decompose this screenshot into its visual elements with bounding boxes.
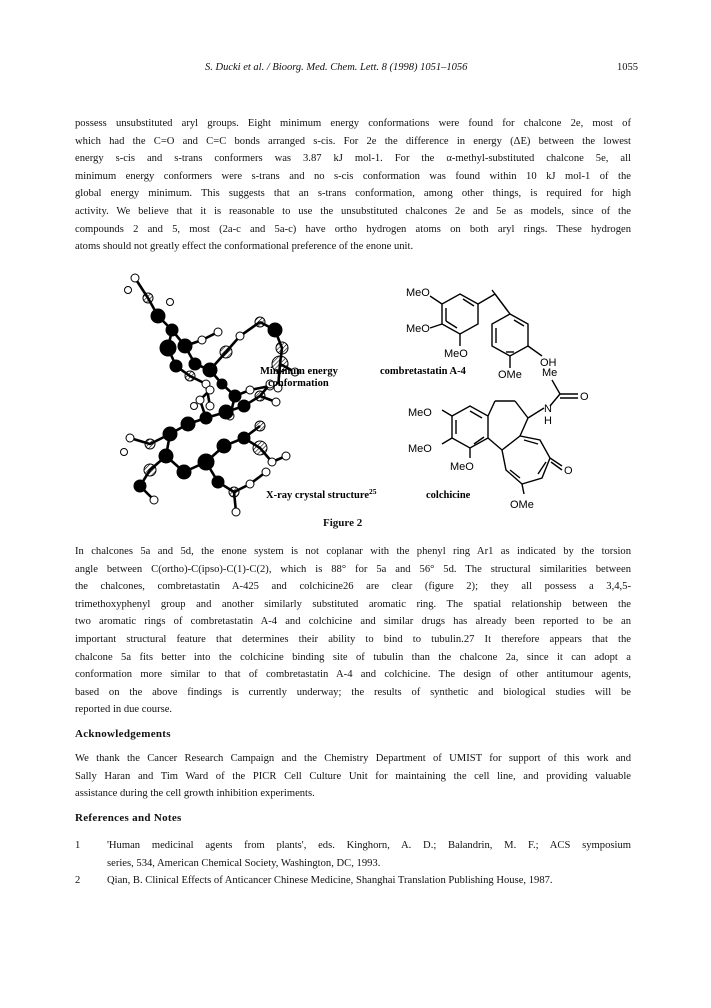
references-list: [75, 837, 631, 890]
min-energy-atoms: [125, 274, 300, 420]
reference-number: 2: [75, 875, 81, 887]
label-colchicine: colchicine: [426, 490, 471, 501]
label-conformation: conformation: [268, 378, 329, 389]
ome-label: OMe: [510, 499, 534, 511]
meo-label: MeO: [444, 348, 468, 360]
reference-number: 1: [75, 840, 81, 851]
text-line: which had the C=O and C=C bonds arranged s-cis. For 2e the difference in energy (ΔE) between the lowest: [75, 135, 631, 147]
text-line: the chalcones, combretastatin A-425 and colchicine26 are clear (figure 2); they all possess a 3,4,5-: [75, 581, 631, 593]
meo-label: MeO: [406, 323, 430, 335]
reference-item: [75, 855, 631, 873]
min-energy-molecule-image: [135, 278, 295, 416]
text-line: global energy minimum. This suggests that an s-trans conformation, among other things, is required for high: [75, 188, 631, 200]
meo-label: MeO: [408, 407, 432, 419]
text-line: possess unsubstituted aryl groups. Eight minimum energy conformations were found for chalcone 2e, most of: [75, 118, 631, 129]
paragraph-acknowledgements: [75, 750, 631, 803]
figure-caption: Figure 2: [323, 517, 363, 529]
acknowledgements-heading: Acknowledgements: [75, 728, 171, 740]
xray-atoms: [121, 380, 291, 516]
figure-2: [110, 266, 610, 521]
label-combretastatin: combretastatin A-4: [380, 366, 466, 377]
figure-labels: [260, 366, 471, 501]
text-line: activity. We believe that it is reasonable to use the unsubstituted chalcones 2e and 5e as models, since of the: [75, 205, 631, 217]
text-line: conformation more similar to that of combretastatin A-4 and colchicine. The design of other antitumour agents,: [75, 669, 631, 681]
text-line: important structural feature that determines their ability to bind to tubulin.27 It therefore appears that the: [75, 633, 631, 645]
text-line: minimum energy conformers were s-trans and no s-cis conformation was found within 10 kJ mol-1 of the: [75, 170, 631, 182]
text-line: chalcone 5a fits better into the colchicine binding site of tubulin than the chalcone 2a, since it can adopt a: [75, 651, 631, 663]
text-line: two aromatic rings of combretastatin A-4 and colchicine and similar drugs has already been reported to be an: [75, 616, 631, 628]
h-label: H: [544, 415, 552, 427]
meo-label: MeO: [450, 461, 474, 473]
references-heading: References and Notes: [75, 812, 182, 824]
text-line: energy s-cis and s-trans conformers was 3.87 kJ mol-1. For the α-methyl-substituted chalcone 5e, all: [75, 153, 631, 165]
label-min-energy: Minimum energy: [260, 366, 338, 377]
text-line: compounds 2 and 5, most (2a-c and 5a-c) have ortho hydrogen atoms on both aryl rings. These hydrogen: [75, 223, 631, 235]
figure-2-drawing: [110, 266, 610, 521]
meo-label: MeO: [408, 443, 432, 455]
o-label: O: [564, 465, 573, 477]
n-label: N: [544, 403, 552, 415]
text-line: trimethoxyphenyl group and another similarly substituted aromatic ring. The spatial relationship between the: [75, 598, 631, 610]
reference-text: 'Human medicinal agents from plants', eds. Kinghorn, A. D.; Balandrin, M. F.; ACS symposium: [107, 840, 631, 851]
colchicine-structure: [442, 380, 578, 494]
reference-text: series, 534, American Chemical Society, Washington, DC, 1993.: [107, 857, 381, 869]
text-line: We thank the Cancer Research Campaign and the Chemistry Department of UMIST for support of this work and: [75, 753, 631, 764]
text-line: Sally Haran and Tim Ward of the PICR Cell Culture Unit for maintaining the cell line, and providing valuable: [75, 770, 631, 782]
oh-label: OH: [540, 357, 557, 369]
text-line: reported in due course.: [75, 704, 173, 716]
reference-item: [75, 872, 631, 890]
text-line: assistance during the cell growth inhibition experiments.: [75, 788, 315, 800]
me-label: Me: [542, 367, 558, 379]
paragraph-conformations: [75, 115, 631, 256]
text-line: In chalcones 5a and 5d, the enone system is not coplanar with the phenyl ring Ar1 as indicated by the torsion: [75, 546, 631, 557]
text-line: angle between C(ortho)-C(ipso)-C(1)-C(2), which is 88° for 5a and 56° 5d. The structural similarities between: [75, 563, 631, 575]
label-xray: X-ray crystal structure$^{25}$: [266, 487, 377, 501]
reference-item: [75, 837, 631, 855]
reference-text: Qian, B. Clinical Effects of Anticancer Chinese Medicine, Shanghai Translation Publishing House, 1987.: [107, 875, 553, 887]
text-line: atoms should not greatly effect the conformational preference of the enone unit.: [75, 241, 414, 253]
running-head: S. Ducki et al. / Bioorg. Med. Chem. Lett. 8 (1998) 1051–1056: [205, 62, 468, 73]
paragraph-discussion: [75, 543, 631, 719]
running-header: [0, 62, 711, 78]
meo-label: MeO: [406, 287, 430, 299]
text-line: based on the above findings is currently underway; the results of synthetic and biological studies will be: [75, 686, 631, 698]
ome-label: OMe: [498, 369, 522, 381]
o-label: O: [580, 391, 589, 403]
page-number: 1055: [617, 62, 638, 73]
